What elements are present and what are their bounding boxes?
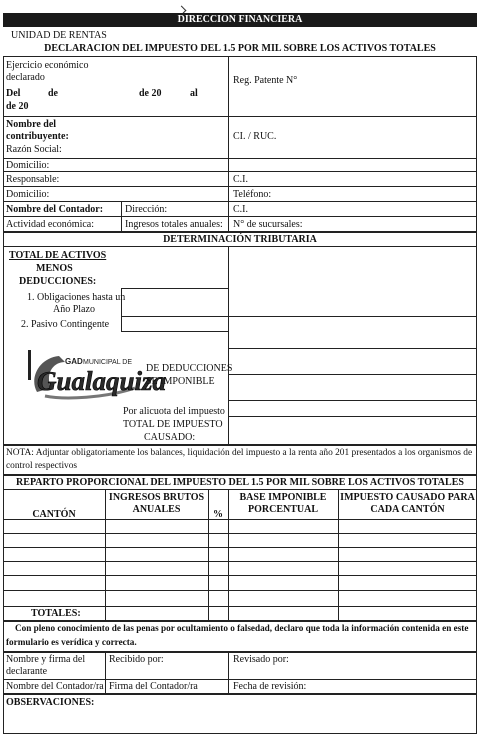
revisado-label: Revisado por: (233, 654, 289, 665)
header-bar: DIRECCION FINANCIERA (3, 13, 477, 27)
base-imponible-label: SE IMPONIBLE (146, 376, 215, 387)
telefono-label: Teléfono: (233, 189, 272, 200)
logo-municipal: MUNICIPAL DE (83, 359, 133, 366)
menos-label: MENOS (36, 263, 73, 274)
ci-ruc-label: CI. / RUC. (233, 131, 277, 142)
col-ingresos-2: ANUALES (132, 504, 181, 515)
fecha-revision-label: Fecha de revisión: (233, 681, 307, 692)
total-impuesto-label-2: CAUSADO: (144, 432, 196, 443)
taxpayer-name-label-1: Nombre del (6, 119, 57, 130)
taxpayer-name-label-2: contribuyente: (6, 131, 69, 142)
recibido-label: Recibido por: (109, 654, 164, 665)
domicilio-label: Domicilio: (6, 160, 50, 171)
total-activos-label: TOTAL DE ACTIVOS (9, 250, 107, 261)
col-impuesto-2: CADA CANTÓN (370, 504, 445, 515)
nota-line-1: NOTA: Adjuntar obligatoriamente los balances, liquidación del impuesto a la renta año 201 presentados a los organismos de (6, 448, 473, 458)
actividad-label: Actividad económica: (6, 219, 95, 230)
period-del: Del (6, 88, 21, 99)
col-impuesto-1: IMPUESTO CAUSADO PARA (340, 492, 475, 503)
contador-label: Nombre del Contador: (6, 204, 104, 215)
unit-label: UNIDAD DE RENTAS (11, 30, 107, 41)
deducciones-label: DEDUCCIONES: (19, 276, 97, 287)
period-al: al (190, 88, 198, 99)
period-label-2: declarado (6, 72, 45, 83)
form-title: DECLARACION DEL IMPUESTO DEL 1.5 POR MIL SOBRE LOS ACTIVOS TOTALES (44, 43, 436, 54)
direccion-label: Dirección: (125, 204, 168, 215)
col-pct: % (213, 509, 223, 520)
declaracion-line-2: formulario es verídica y correcta. (6, 637, 137, 647)
sucursales-label: N° de sucursales: (233, 219, 303, 230)
gualaquiza-logo (25, 348, 225, 400)
period-de: de (48, 88, 58, 99)
period-label-1: Ejercicio económico (6, 60, 89, 71)
logo-gad: GAD (65, 357, 83, 366)
col-base-2: PORCENTUAL (247, 504, 318, 515)
domicilio-2-label: Domicilio: (6, 189, 50, 200)
obligaciones-label-2: Año Plazo (53, 304, 95, 315)
col-canton: CANTÓN (32, 509, 76, 520)
col-base-1: BASE IMPONIBLE (239, 492, 327, 503)
total-deducciones-label: DE DEDUCCIONES (146, 363, 233, 374)
tax-form-page (3, 3, 477, 735)
ingresos-label: Ingresos totales anuales: (125, 219, 223, 230)
ci-label-1: C.I. (233, 174, 248, 185)
firma-declarante-1: Nombre y firma del (6, 654, 86, 665)
logo-name: Gualaquiza (37, 366, 167, 396)
nota-line-2: control respectivos (6, 461, 78, 471)
totales-label: TOTALES: (31, 608, 81, 619)
firma-contador-label: Firma del Contador/ra (109, 681, 198, 692)
razon-social-label: Razón Social: (6, 144, 62, 155)
patente-label: Reg. Patente N° (233, 75, 298, 86)
declaracion-line-1: Con pleno conocimiento de las penas por ocultamiento o falsedad, declaro que toda la información contenida en este (15, 623, 469, 633)
ci-label-2: C.I. (233, 204, 248, 215)
reparto-title: REPARTO PROPORCIONAL DEL IMPUESTO DEL 1.5 POR MIL SOBRE LOS ACTIVOS TOTALES (16, 477, 464, 488)
tributaria-table (3, 232, 477, 445)
period-de20b: de 20 (6, 101, 29, 112)
total-impuesto-label-1: TOTAL DE IMPUESTO (123, 419, 223, 430)
nombre-contador-label: Nombre del Contador/ra (6, 681, 104, 692)
obligaciones-label-1: 1. Obligaciones hasta un (27, 292, 126, 303)
responsable-label: Responsable: (6, 174, 60, 185)
period-de20: de 20 (139, 88, 162, 99)
pasivo-label: 2. Pasivo Contingente (21, 319, 110, 330)
alicuota-label: Por alicuota del impuesto (123, 406, 225, 417)
col-ingresos-1: INGRESOS BRUTOS (108, 492, 205, 503)
tributaria-title: DETERMINACIÓN TRIBUTARIA (163, 234, 317, 245)
observaciones-label: OBSERVACIONES: (6, 697, 95, 708)
firma-declarante-2: declarante (6, 666, 48, 677)
